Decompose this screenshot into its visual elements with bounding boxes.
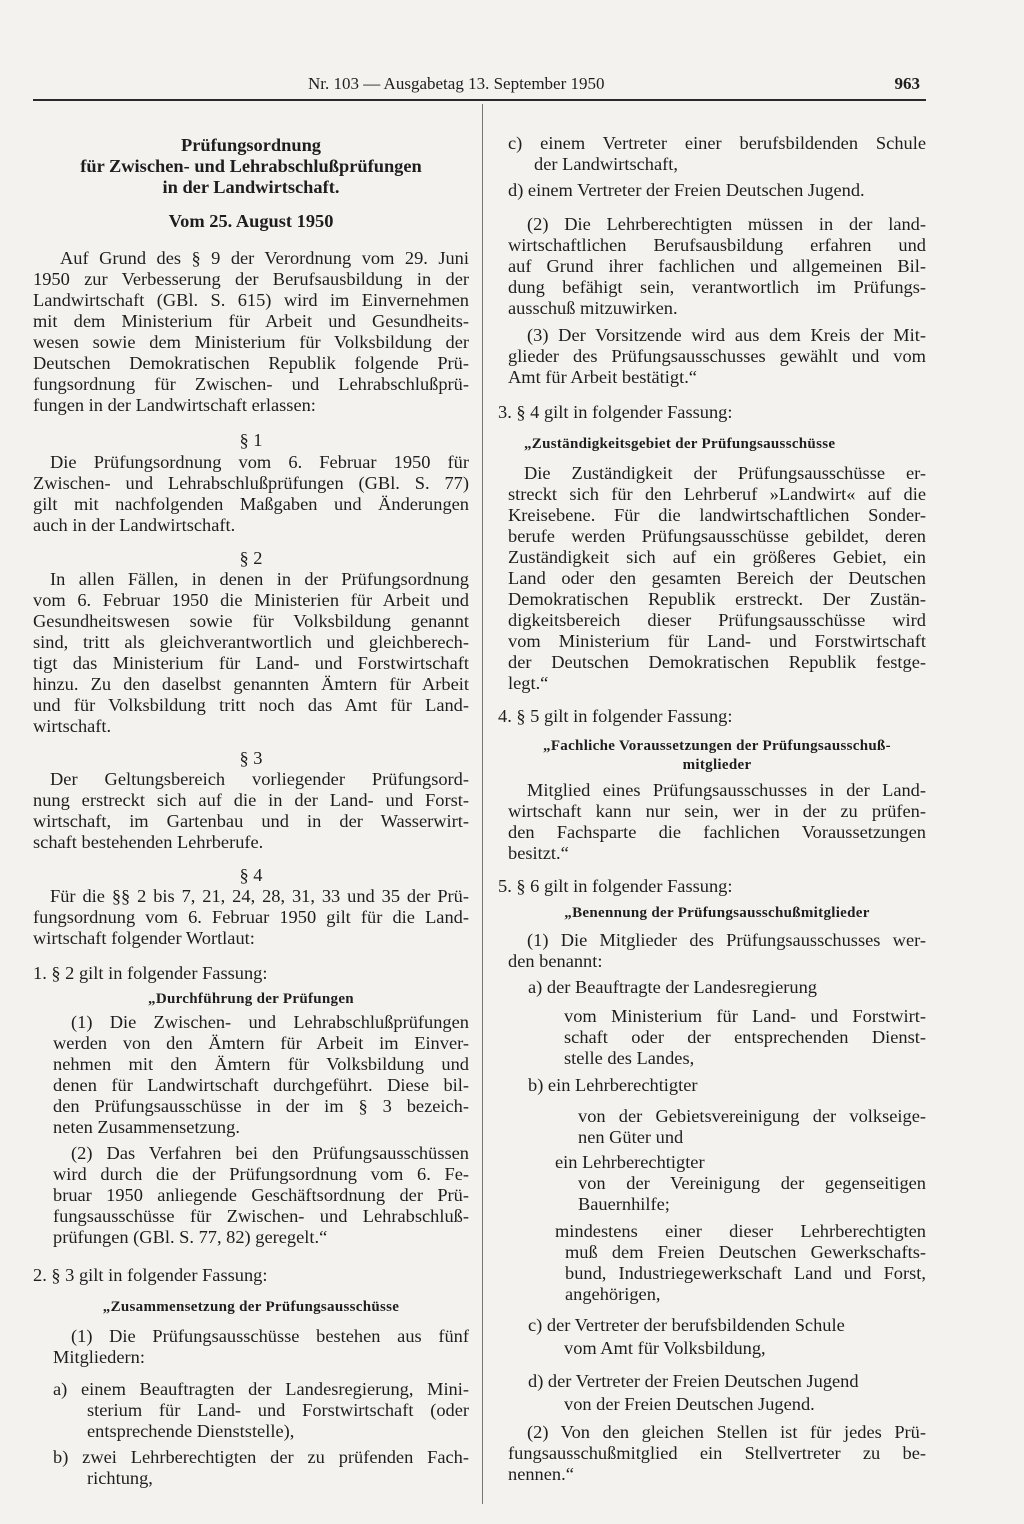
text-line: 4. § 5 gilt in folgender Fassung: <box>498 706 733 726</box>
text-line: (2) Das Verfahren bei den Prüfungsausschüssen <box>71 1143 469 1163</box>
text-line: a) der Beauftragte der Landesregierung <box>528 977 817 997</box>
text-line: berufe werden Prüfungsausschüsse gebildet, deren <box>508 526 926 546</box>
text-line: (1) Die Prüfungsausschüsse bestehen aus fünf <box>71 1326 469 1346</box>
text-line: den Prüfungsausschüsse in der im § 3 bezeich- <box>53 1096 469 1116</box>
text-line: „Zusammensetzung der Prüfungsausschüsse <box>102 1299 400 1315</box>
text-line: gilt mit nachfolgenden Maßgaben und Änderungen <box>33 494 469 514</box>
text-line: Kreisebene. Für die landwirtschaftlichen Sonder- <box>508 505 926 525</box>
text-line: Land oder den gesamten Bereich der Deutschen <box>508 568 926 588</box>
header-rule <box>33 99 926 101</box>
page-number: 963 <box>894 74 920 93</box>
text-line: vom Amt für Volksbildung, <box>564 1338 766 1358</box>
text-line: Der Geltungsbereich vorliegender Prüfungsord- <box>50 769 469 789</box>
text-line: In allen Fällen, in denen in der Prüfungsordnung <box>50 569 469 589</box>
text-line: mit dem Ministerium für Arbeit und Gesundheits- <box>33 311 469 331</box>
text-line: (2) Die Lehrberechtigten müssen in der land- <box>527 214 926 234</box>
text-line: Demokratischen Republik erstreckt. Der Zustän- <box>508 589 926 609</box>
text-line: legt.“ <box>508 673 549 693</box>
text-line: fungsausschüsse für Zwischen- und Lehrabschluß- <box>53 1206 469 1226</box>
text-line: Vom 25. August 1950 <box>168 211 334 231</box>
text-line: schaft oder der entsprechenden Dienst- <box>564 1027 926 1047</box>
text-line: auf Grund ihrer fachlichen und allgemeinen Bil- <box>508 256 926 276</box>
text-line: hinzu. Zu den daselbst genannten Ämtern für Arbeit <box>33 674 469 694</box>
text-line: „Durchführung der Prüfungen <box>148 991 354 1007</box>
text-line: bund, Industriegewerkschaft Land und Forst, <box>565 1263 926 1283</box>
text-line: stelle des Landes, <box>564 1048 695 1068</box>
text-line: § 2 <box>239 548 263 568</box>
text-line: Mitgliedern: <box>53 1347 145 1367</box>
text-line: der Deutschen Demokratischen Republik festge- <box>508 652 926 672</box>
text-line: mindestens einer dieser Lehrberechtigten <box>555 1221 926 1241</box>
text-line: prüfungen (GBl. S. 77, 82) geregelt.“ <box>53 1227 328 1247</box>
text-line: den benannt: <box>508 951 603 971</box>
text-line: „Fachliche Voraussetzungen der Prüfungsausschuß- <box>543 738 891 754</box>
text-line: dung befähigt sein, verantwortlich im Prüfungs- <box>508 277 926 297</box>
text-line: 3. § 4 gilt in folgender Fassung: <box>498 402 733 422</box>
text-line: ein Lehrberechtigter <box>555 1152 705 1172</box>
text-line: „Benennung der Prüfungsausschußmitglieder <box>564 905 870 921</box>
text-line: nennen.“ <box>508 1464 574 1484</box>
text-line: Amt für Arbeit bestätigt.“ <box>508 367 697 387</box>
text-line: Landwirtschaft (GBl. S. 615) wird im Einvernehmen <box>33 290 469 310</box>
text-line: nehmen mit den Ämtern für Volksbildung und <box>53 1054 469 1074</box>
text-line: b) zwei Lehrberechtigten der zu prüfenden Fach- <box>53 1447 469 1467</box>
header-issue-date: Nr. 103 — Ausgabetag 13. September 1950 <box>308 74 605 93</box>
text-line: muß dem Freien Deutschen Gewerkschafts- <box>565 1242 926 1262</box>
text-line: wirtschaftlichen Berufsausbildung erfahren und <box>508 235 926 255</box>
text-line: Zuständigkeit sich auf ein größeres Gebiet, ein <box>508 547 926 567</box>
text-line: Zwischen- und Lehrabschlußprüfungen (GBl. S. 77) <box>33 473 469 493</box>
text-line: besitzt.“ <box>508 843 569 863</box>
text-line: streckt sich für den Lehrberuf »Landwirt« auf die <box>508 484 926 504</box>
text-line: und für Volksbildung tritt noch das Amt für Land- <box>33 695 469 715</box>
text-line: Deutschen Demokratischen Republik folgende Prü- <box>33 353 469 373</box>
text-line: nung erstreckt sich auf die in der Land- und Forst- <box>33 790 469 810</box>
text-line: (3) Der Vorsitzende wird aus dem Kreis der Mit- <box>527 325 926 345</box>
text-line: wirtschaft folgender Wortlaut: <box>33 928 255 948</box>
text-line: schaft bestehenden Lehrberufe. <box>33 832 264 852</box>
text-line: 1950 zur Verbesserung der Berufsausbildung in der <box>33 269 469 289</box>
text-line: vom 6. Februar 1950 die Ministerien für Arbeit und <box>33 590 469 610</box>
text-line: vom Ministerium für Land- und Forstwirtschaft <box>508 631 926 651</box>
text-line: a) einem Beauftragten der Landesregierung, Mini- <box>53 1379 469 1399</box>
text-line: der Landwirtschaft, <box>534 154 679 174</box>
text-line: entsprechende Dienststelle), <box>87 1421 295 1441</box>
text-line: „Zuständigkeitsgebiet der Prüfungsausschüsse <box>524 436 836 452</box>
text-line: glieder des Prüfungsausschusses gewählt und vom <box>508 346 926 366</box>
text-line: Bauernhilfe; <box>578 1194 670 1214</box>
text-line: von der Freien Deutschen Jugend. <box>564 1394 815 1414</box>
text-line: c) der Vertreter der berufsbildenden Schule <box>528 1315 845 1335</box>
text-line: c) einem Vertreter einer berufsbildenden Schule <box>508 133 926 153</box>
text-line: 2. § 3 gilt in folgender Fassung: <box>33 1265 268 1285</box>
text-line: Die Zuständigkeit der Prüfungsausschüsse er- <box>524 463 926 483</box>
text-line: Die Prüfungsordnung vom 6. Februar 1950 für <box>50 452 469 472</box>
text-line: von der Vereinigung der gegenseitigen <box>578 1173 926 1193</box>
text-line: Gesundheitswesen sowie für Volksbildung genannt <box>33 611 469 631</box>
text-line: (1) Die Mitglieder des Prüfungsausschusses wer- <box>527 930 926 950</box>
text-line: Für die §§ 2 bis 7, 21, 24, 28, 31, 33 und 35 der Prü- <box>50 886 469 906</box>
text-line: § 3 <box>239 748 263 768</box>
text-line: fungen in der Landwirtschaft erlassen: <box>33 395 316 415</box>
text-line: richtung, <box>87 1468 153 1488</box>
text-line: wirtschaft kann nur sein, wer in der zu prüfen- <box>508 801 926 821</box>
text-line: mitglieder <box>682 757 752 773</box>
text-line: Prüfungsordnung <box>180 135 322 155</box>
text-line: (2) Von den gleichen Stellen ist für jedes Prü- <box>527 1422 926 1442</box>
text-line: sind, tritt als gleichverantwortlich und gleichberech- <box>33 632 469 652</box>
text-line: 5. § 6 gilt in folgender Fassung: <box>498 876 733 896</box>
text-line: von der Gebietsvereinigung der volkseige- <box>578 1106 926 1126</box>
text-line: Mitglied eines Prüfungsausschusses in der Land- <box>527 780 926 800</box>
text-line: d) der Vertreter der Freien Deutschen Jugend <box>528 1371 859 1391</box>
text-line: für Zwischen- und Lehrabschlußprüfungen <box>80 156 422 176</box>
text-line: nen Güter und <box>578 1127 684 1147</box>
text-line: ausschuß mitzuwirken. <box>508 298 678 318</box>
text-line: (1) Die Zwischen- und Lehrabschlußprüfungen <box>71 1012 469 1032</box>
text-line: sterium für Land- und Forstwirtschaft (oder <box>87 1400 469 1420</box>
text-line: fungsordnung für Zwischen- und Lehrabschlußprü- <box>33 374 469 394</box>
text-line: fungsausschußmitglied ein Stellvertreter zu be- <box>508 1443 926 1463</box>
text-line: 1. § 2 gilt in folgender Fassung: <box>33 963 268 983</box>
text-line: auch in der Landwirtschaft. <box>33 515 236 535</box>
text-line: wirtschaft. <box>33 716 112 736</box>
text-line: wirtschaft, im Gartenbau und in der Wasserwirt- <box>33 811 469 831</box>
text-line: b) ein Lehrberechtigter <box>528 1075 698 1095</box>
text-line: § 4 <box>239 865 263 885</box>
text-line: denen für Landwirtschaft durchgeführt. Diese bil- <box>53 1075 469 1095</box>
text-line: d) einem Vertreter der Freien Deutschen Jugend. <box>508 180 865 200</box>
running-header <box>308 74 920 96</box>
text-line: wird durch die der Prüfungsordnung vom 6. Fe- <box>53 1164 469 1184</box>
text-line: Auf Grund des § 9 der Verordnung vom 29. Juni <box>60 248 469 268</box>
text-line: bruar 1950 anliegende Geschäftsordnung der Prü- <box>53 1185 469 1205</box>
text-line: neten Zusammensetzung. <box>53 1117 240 1137</box>
text-line: tigt das Ministerium für Land- und Forstwirtschaft <box>33 653 469 673</box>
column-divider <box>482 104 483 1504</box>
text-line: angehörigen, <box>565 1284 661 1304</box>
text-line: fungsordnung vom 6. Februar 1950 gilt für die Land- <box>33 907 469 927</box>
text-line: in der Landwirtschaft. <box>162 177 340 197</box>
text-line: § 1 <box>239 430 263 450</box>
text-line: digkeitsbereich dieser Prüfungsausschüsse wird <box>508 610 926 630</box>
text-line: werden von den Ämtern für Arbeit im Einver- <box>53 1033 469 1053</box>
text-line: den Fachsparte die fachlichen Voraussetzungen <box>508 822 926 842</box>
text-line: vom Ministerium für Land- und Forstwirt- <box>564 1006 926 1026</box>
text-line: wesen sowie dem Ministerium für Volksbildung der <box>33 332 469 352</box>
